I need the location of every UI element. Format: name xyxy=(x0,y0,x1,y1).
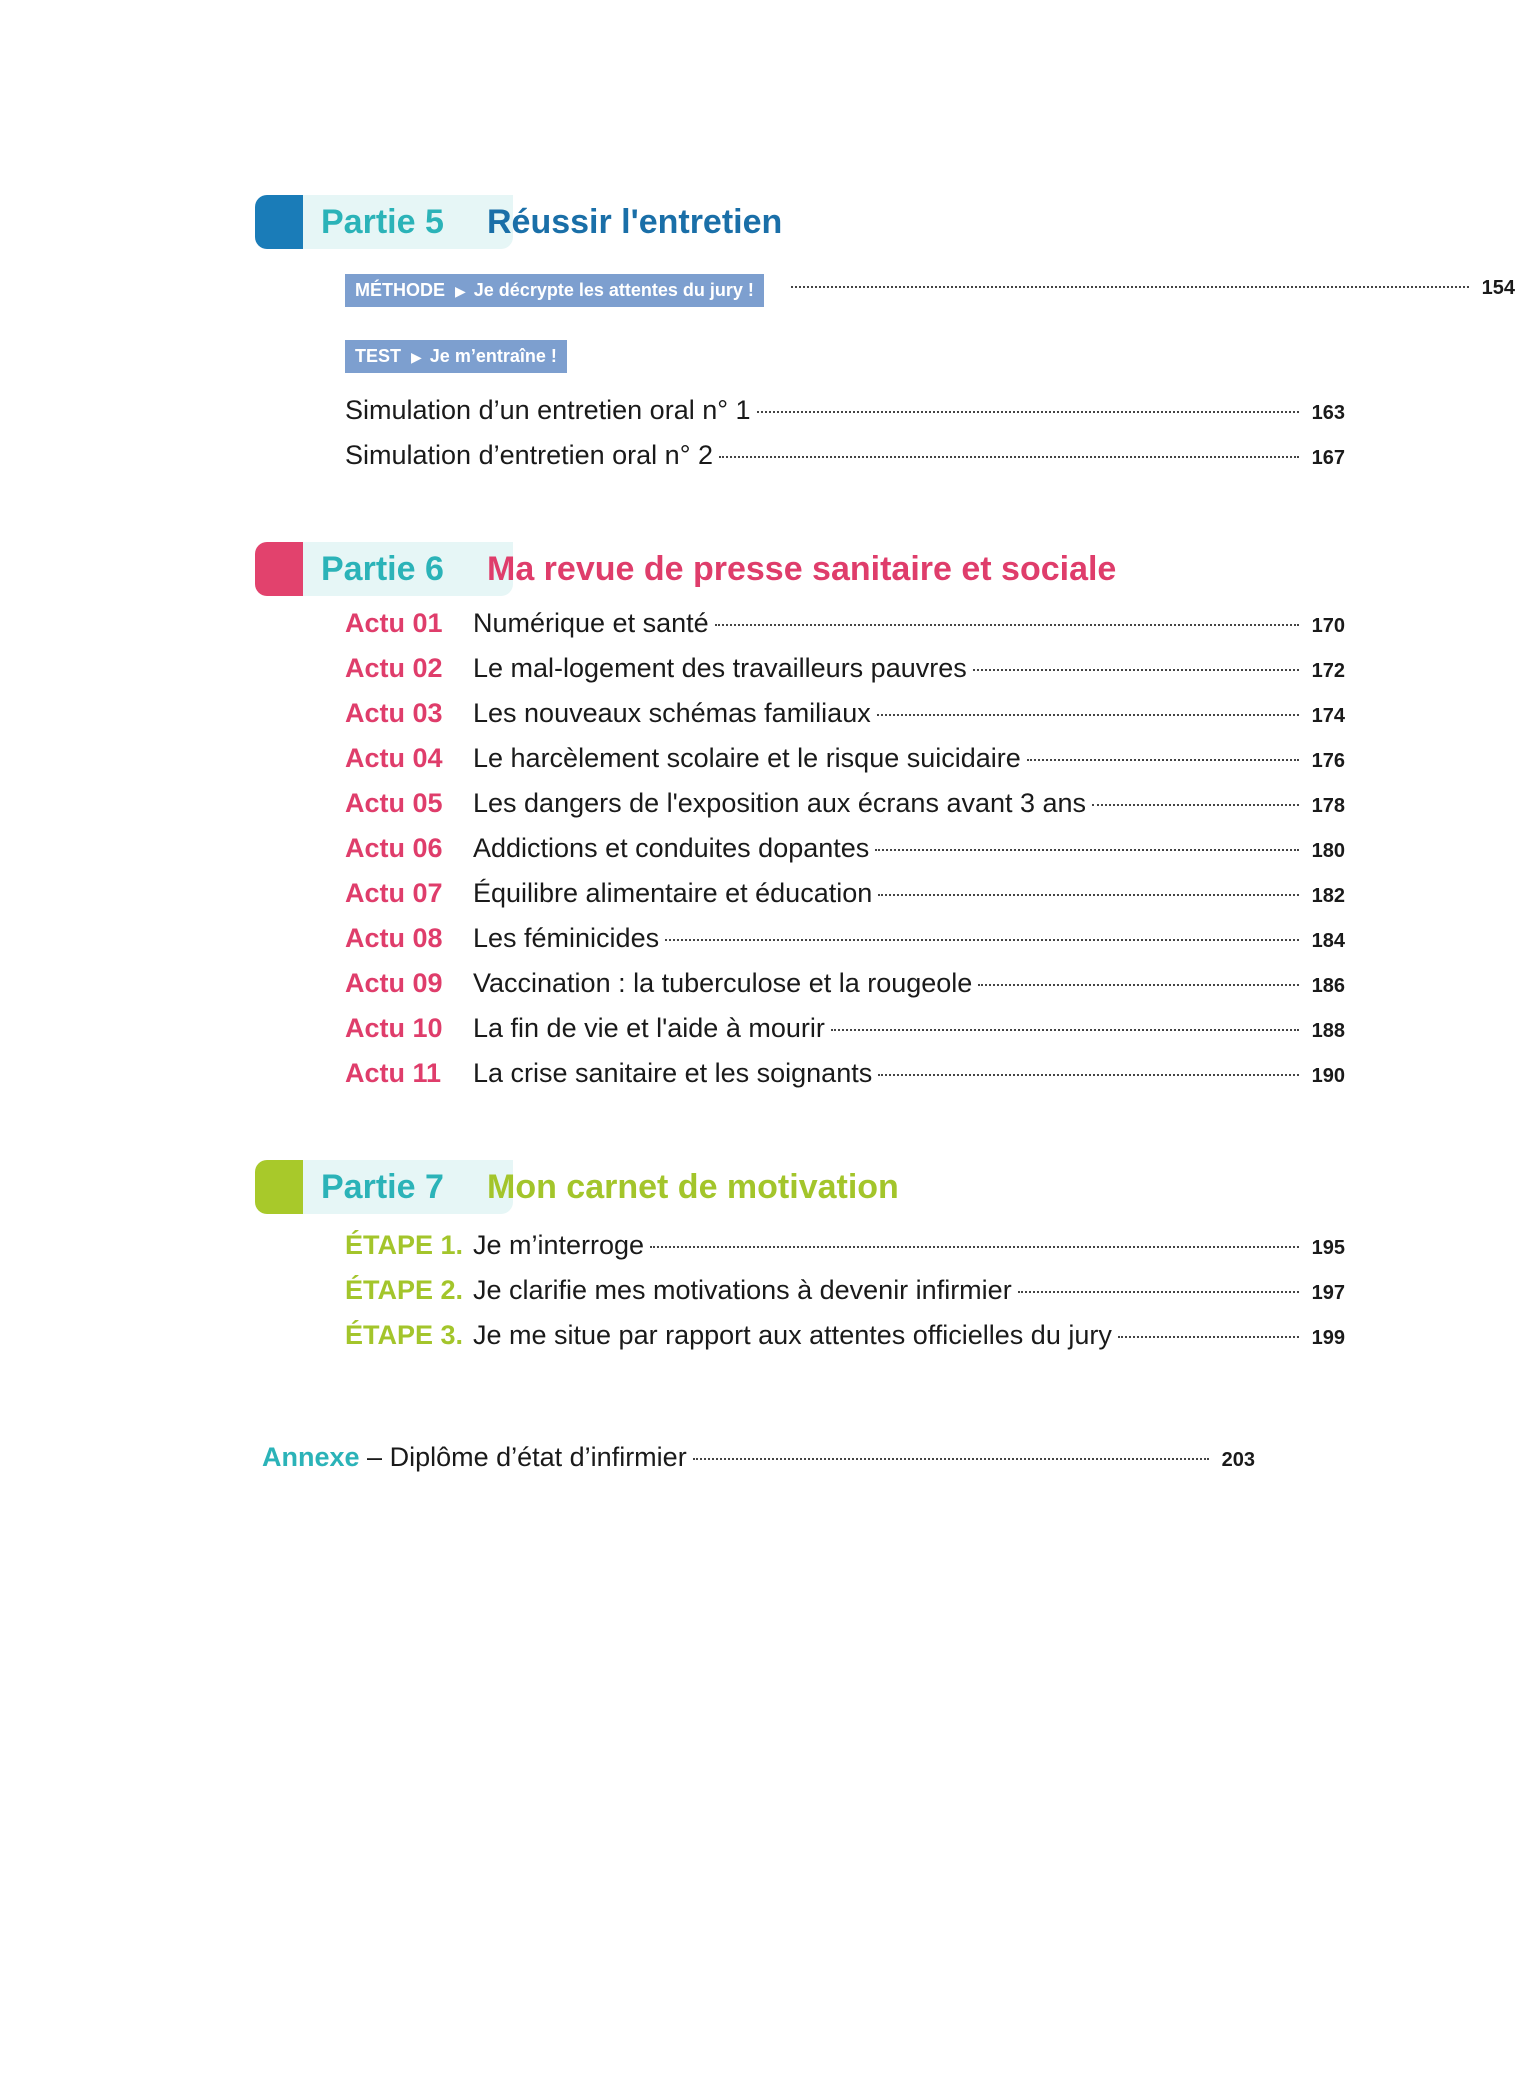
toc-entry[interactable] xyxy=(345,698,1345,738)
dot-leader xyxy=(650,1246,1299,1248)
partie-5-header xyxy=(255,195,1265,251)
entry-label: ÉTAPE 3. xyxy=(345,1320,464,1350)
entry-label: ÉTAPE 1. xyxy=(345,1230,464,1260)
annexe-separator: – xyxy=(359,1442,390,1472)
test-badge[interactable] xyxy=(345,340,567,373)
entry-label: ÉTAPE 2. xyxy=(345,1275,464,1305)
entry-text: Équilibre alimentaire et éducation xyxy=(473,878,873,908)
page-number: 172 xyxy=(1311,660,1345,682)
toc-entry[interactable] xyxy=(345,608,1345,648)
page-number: 197 xyxy=(1311,1282,1345,1304)
partie-5-marker xyxy=(255,195,303,249)
entry-label: Actu 03 xyxy=(345,698,443,728)
dot-leader xyxy=(1118,1336,1299,1338)
toc-entry[interactable] xyxy=(345,743,1345,783)
annexe-entry[interactable] xyxy=(262,1442,1255,1482)
page-number: 188 xyxy=(1311,1020,1345,1042)
partie-7-header xyxy=(255,1160,1265,1216)
entry-text: Le harcèlement scolaire et le risque suicidaire xyxy=(473,743,1021,773)
page-number: 184 xyxy=(1311,930,1345,952)
toc-entry[interactable] xyxy=(345,653,1345,693)
entry-text: La crise sanitaire et les soignants xyxy=(473,1058,873,1088)
page-number: 170 xyxy=(1311,615,1345,637)
page-number: 190 xyxy=(1311,1065,1345,1087)
entry-text: Numérique et santé xyxy=(473,608,709,638)
dot-leader xyxy=(1018,1291,1299,1293)
dot-leader xyxy=(693,1458,1209,1460)
annexe-label: Annexe xyxy=(262,1442,360,1472)
partie-7-section xyxy=(255,1160,1345,1350)
entry-text: Le mal-logement des travailleurs pauvres xyxy=(473,653,967,683)
toc-entry[interactable] xyxy=(345,1320,1345,1360)
dot-leader xyxy=(1092,804,1299,806)
methode-text: Je décrypte les attentes du jury ! xyxy=(473,280,754,300)
toc-entry[interactable] xyxy=(345,833,1345,873)
partie-5-label: Partie 5 xyxy=(321,203,444,241)
partie-6-marker xyxy=(255,542,303,596)
partie-5-section xyxy=(255,195,1515,470)
toc-entry[interactable] xyxy=(345,968,1345,1008)
page-number: 180 xyxy=(1311,840,1345,862)
entry-text: Les féminicides xyxy=(473,923,660,953)
partie-7-title: Mon carnet de motivation xyxy=(487,1168,899,1206)
entry-label: Actu 05 xyxy=(345,788,443,818)
methode-badge[interactable] xyxy=(345,274,764,307)
entry-text: Les dangers de l'exposition aux écrans avant 3 ans xyxy=(473,788,1087,818)
dot-leader xyxy=(831,1029,1299,1031)
page-number: 163 xyxy=(1311,402,1345,424)
toc-entry[interactable] xyxy=(345,395,1345,435)
page-number: 203 xyxy=(1221,1449,1255,1471)
entry-label: Actu 11 xyxy=(345,1058,442,1088)
methode-leader-row xyxy=(785,277,1515,317)
entry-text: Simulation d’un entretien oral n° 1 xyxy=(345,395,751,425)
dot-leader xyxy=(757,411,1299,413)
partie-7-label: Partie 7 xyxy=(321,1168,444,1206)
toc-entry[interactable] xyxy=(345,440,1345,480)
dot-leader xyxy=(877,714,1299,716)
page-number: 174 xyxy=(1311,705,1345,727)
entry-text: Addictions et conduites dopantes xyxy=(473,833,870,863)
toc-entry[interactable] xyxy=(345,1230,1345,1270)
dot-leader xyxy=(715,624,1299,626)
dot-leader xyxy=(875,849,1299,851)
dot-leader xyxy=(878,1074,1299,1076)
play-arrow-icon: ▶ xyxy=(455,283,466,299)
toc-entry[interactable] xyxy=(345,923,1345,963)
page-number: 182 xyxy=(1311,885,1345,907)
entry-text: Je m’interroge xyxy=(473,1230,645,1260)
partie-6-section xyxy=(255,542,1345,1088)
dot-leader xyxy=(791,286,1469,288)
entry-label: Actu 02 xyxy=(345,653,443,683)
entry-label: Actu 04 xyxy=(345,743,443,773)
dot-leader xyxy=(978,984,1299,986)
entry-text: Je clarifie mes motivations à devenir infirmier xyxy=(473,1275,1012,1305)
entry-label: Actu 06 xyxy=(345,833,443,863)
entry-text: La fin de vie et l'aide à mourir xyxy=(473,1013,825,1043)
methode-tag: MÉTHODE xyxy=(355,280,445,300)
partie-6-title: Ma revue de presse sanitaire et sociale xyxy=(487,550,1117,588)
entry-label: Actu 09 xyxy=(345,968,443,998)
page-number: 199 xyxy=(1311,1327,1345,1349)
toc-entry[interactable] xyxy=(345,1058,1345,1098)
dot-leader xyxy=(1027,759,1299,761)
toc-entry[interactable] xyxy=(345,788,1345,828)
toc-entry[interactable] xyxy=(345,1013,1345,1053)
entry-text: Les nouveaux schémas familiaux xyxy=(473,698,871,728)
partie-7-marker xyxy=(255,1160,303,1214)
toc-entry[interactable] xyxy=(345,878,1345,918)
entry-text: Vaccination : la tuberculose et la rougeole xyxy=(473,968,973,998)
page-number: 176 xyxy=(1311,750,1345,772)
entry-label: Actu 08 xyxy=(345,923,443,953)
play-arrow-icon: ▶ xyxy=(411,349,422,365)
test-text: Je m’entraîne ! xyxy=(429,346,557,366)
dot-leader xyxy=(973,669,1299,671)
annexe-text: Diplôme d’état d’infirmier xyxy=(389,1442,687,1472)
dot-leader xyxy=(665,939,1299,941)
dot-leader xyxy=(878,894,1299,896)
page-number: 186 xyxy=(1311,975,1345,997)
test-tag: TEST xyxy=(355,346,402,366)
page-number: 167 xyxy=(1311,447,1345,469)
dot-leader xyxy=(719,456,1299,458)
partie-6-label: Partie 6 xyxy=(321,550,444,588)
entry-text: Je me situe par rapport aux attentes officielles du jury xyxy=(473,1320,1112,1350)
entry-label: Actu 01 xyxy=(345,608,443,638)
entry-text: Simulation d’entretien oral n° 2 xyxy=(345,440,714,470)
partie-5-title: Réussir l'entretien xyxy=(487,203,783,241)
page-number: 154 xyxy=(1481,277,1515,299)
entry-label: Actu 07 xyxy=(345,878,443,908)
partie-6-header xyxy=(255,542,1265,598)
page-number: 195 xyxy=(1311,1237,1345,1259)
entry-label: Actu 10 xyxy=(345,1013,443,1043)
page-number: 178 xyxy=(1311,795,1345,817)
toc-entry[interactable] xyxy=(345,1275,1345,1315)
